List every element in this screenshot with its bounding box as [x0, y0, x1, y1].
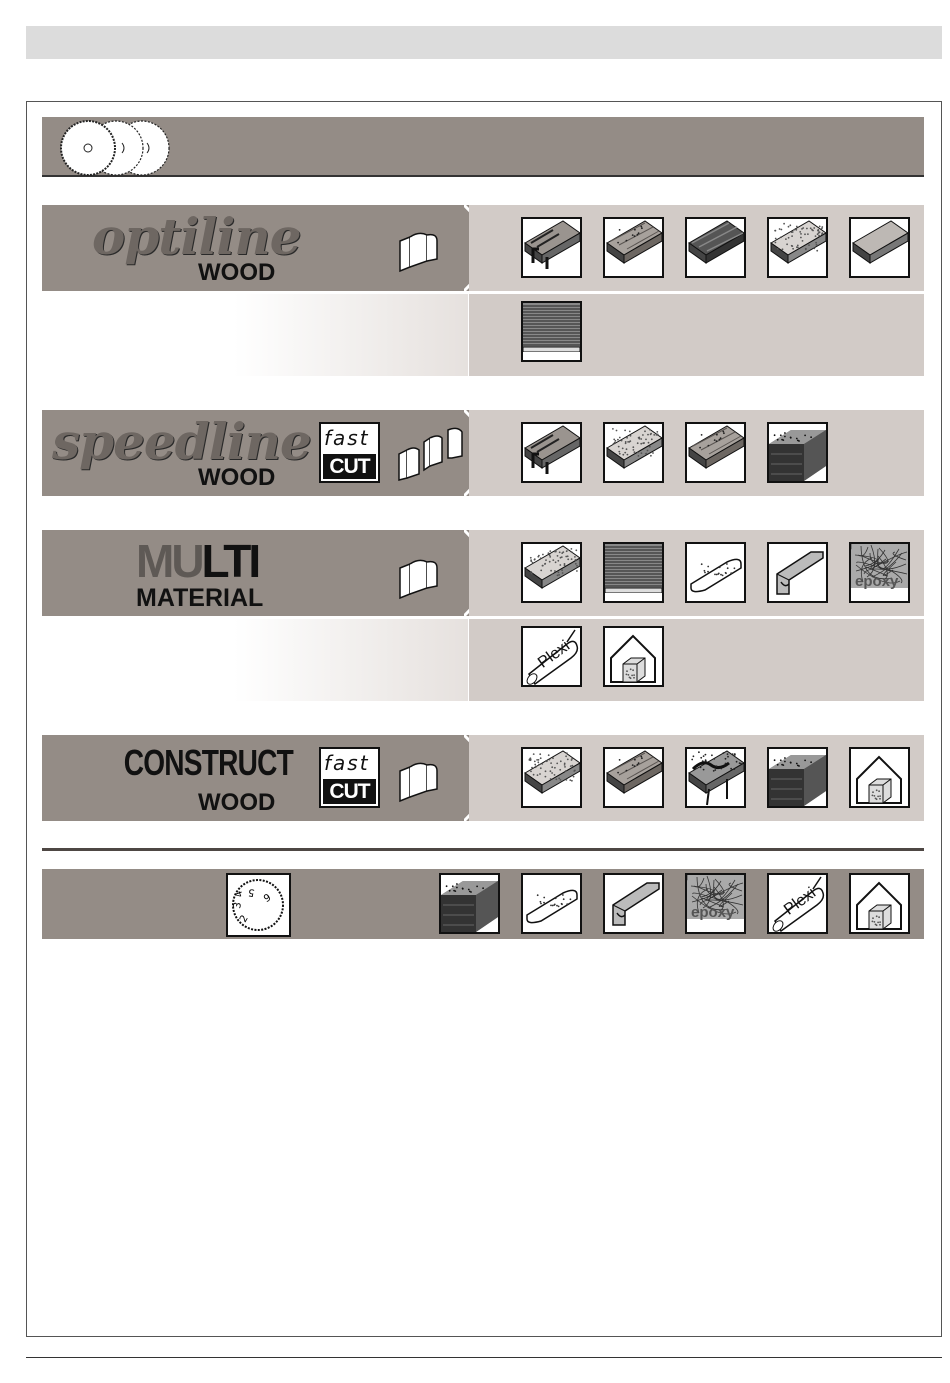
epoxy-icon	[685, 873, 746, 934]
worktop-icon	[521, 873, 582, 934]
epoxy-icon	[849, 542, 910, 603]
laminate-sheet-icon	[603, 542, 664, 603]
plexi-label: Plexi	[535, 637, 574, 672]
optiline-title: optiline	[92, 207, 301, 266]
wood-panel-icon	[603, 747, 664, 808]
worktop-icon	[685, 542, 746, 603]
plexi-tube-icon	[767, 873, 828, 934]
wood-block-icon	[439, 873, 500, 934]
multimaterial-title: MULTI	[136, 535, 259, 587]
fastcut-bottom: CUT	[323, 780, 376, 804]
wood-panel-icon	[685, 422, 746, 483]
wood-panel-icon	[603, 217, 664, 278]
single-tooth-icon	[397, 227, 441, 273]
svg-text:6: 6	[260, 890, 272, 904]
construct-subtitle: WOOD	[198, 789, 276, 816]
section-header	[42, 117, 924, 177]
svg-text:4: 4	[233, 888, 246, 899]
coated-board-icon	[849, 217, 910, 278]
alternating-tooth-icon	[396, 424, 466, 482]
section-divider	[42, 848, 924, 851]
optiline-subtitle: WOOD	[198, 259, 276, 286]
fastcut-bottom: CUT	[323, 455, 376, 479]
epoxy-label: epoxy	[691, 904, 735, 921]
svg-text:3: 3	[232, 901, 245, 910]
plexi-tube-icon	[521, 626, 582, 687]
single-tooth-icon	[397, 757, 441, 803]
fastcut-badge	[319, 747, 380, 808]
wood-block-icon	[767, 747, 828, 808]
multimaterial-banner	[42, 530, 506, 616]
chipboard-icon	[521, 747, 582, 808]
svg-text:5: 5	[247, 885, 256, 898]
speedline-banner	[42, 410, 506, 496]
header-band	[26, 26, 942, 59]
single-tooth-icon	[397, 554, 441, 600]
nailed-wood-icon	[685, 747, 746, 808]
construct-banner	[42, 735, 506, 821]
multimaterial-subtitle: MATERIAL	[136, 584, 264, 612]
fastcut-top: fast	[324, 426, 370, 450]
aluminium-profile-icon	[603, 873, 664, 934]
aluminium-profile-icon	[767, 542, 828, 603]
speedline-subtitle: WOOD	[198, 464, 276, 491]
construct-title: CONSTRUCT	[123, 742, 293, 783]
plexi-label: Plexi	[781, 884, 820, 919]
wood-block-icon	[767, 422, 828, 483]
fastcut-top: fast	[324, 751, 370, 775]
saw-blades-icon	[50, 119, 170, 177]
grooved-wood-panel-icon	[521, 422, 582, 483]
multimaterial-extra-left	[42, 619, 468, 701]
grooved-wood-panel-icon	[521, 217, 582, 278]
fastcut-badge	[319, 422, 380, 483]
chipboard-icon	[767, 217, 828, 278]
chipboard-icon	[521, 542, 582, 603]
house-insulation-icon	[849, 747, 910, 808]
speed-dial-icon	[226, 873, 291, 937]
optiline-banner	[42, 205, 506, 291]
speedline-title: speedline	[52, 412, 311, 471]
svg-text:2: 2	[238, 913, 251, 925]
optiline-extra-left	[42, 294, 468, 376]
house-insulation-icon	[849, 873, 910, 934]
hardwood-block-icon	[685, 217, 746, 278]
laminate-sheet-icon	[521, 301, 582, 362]
footer-rule	[26, 1357, 942, 1358]
chipboard-icon	[603, 422, 664, 483]
house-insulation-icon	[603, 626, 664, 687]
epoxy-label: epoxy	[855, 573, 899, 590]
